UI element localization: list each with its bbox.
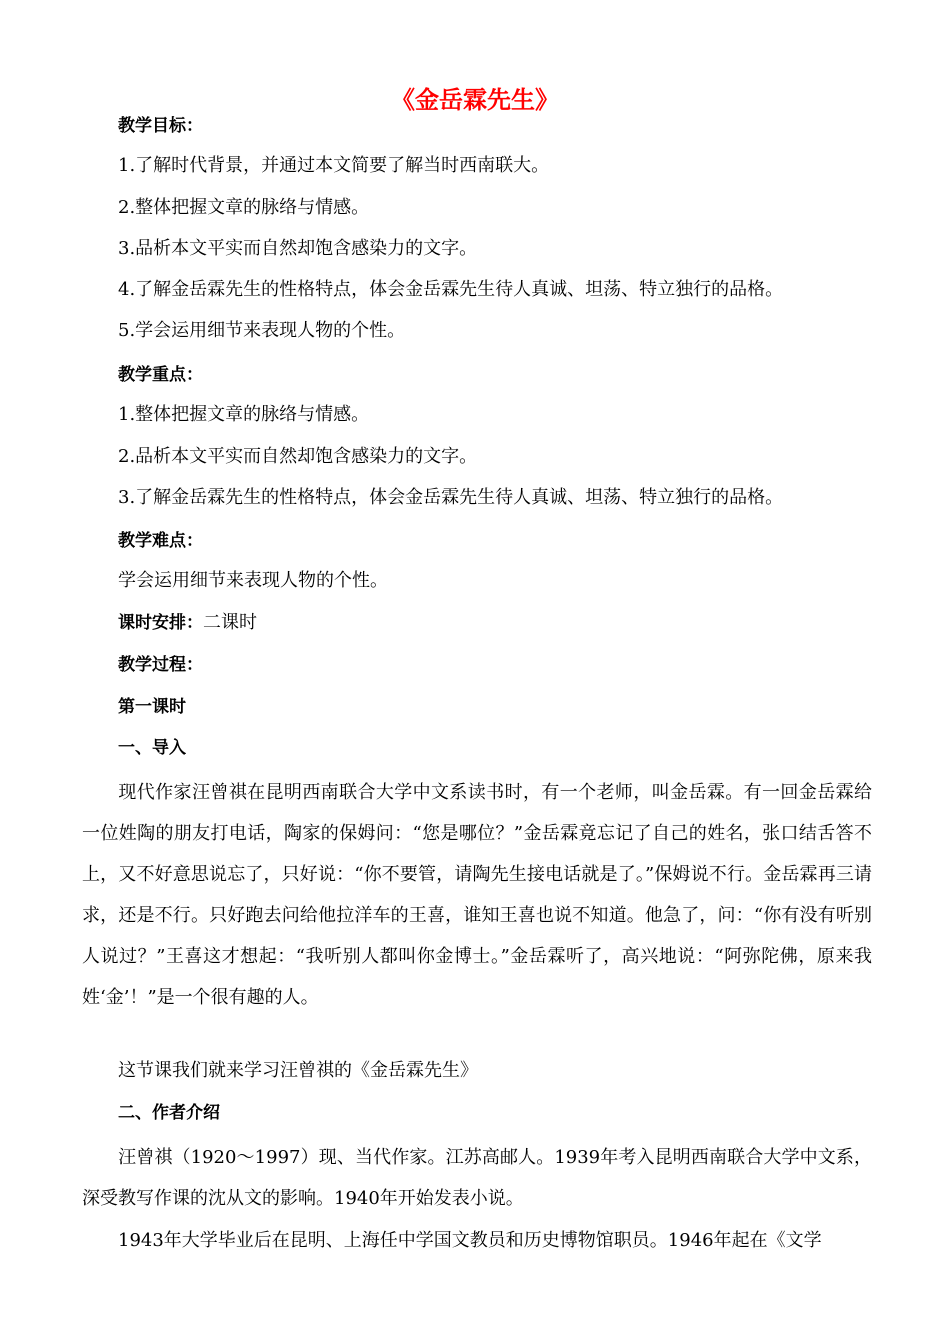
objective-item-4: 4.了解金岳霖先生的性格特点，体会金岳霖先生待人真诚、坦荡、特立独行的品格。: [118, 279, 784, 300]
process-heading: 教学过程：: [118, 655, 203, 675]
author-paragraph-2-text: 1943年大学毕业后在昆明、上海任中学国文教员和历史博物馆职员。1946年起在《文学: [118, 1230, 822, 1251]
difficulties-heading: 教学难点：: [118, 531, 203, 551]
key-point-item-3: 3.了解金岳霖先生的性格特点，体会金岳霖先生待人真诚、坦荡、特立独行的品格。: [118, 487, 784, 508]
schedule-line: [118, 610, 257, 636]
author-paragraph-2: [82, 1220, 872, 1261]
transition-text: 这节课我们就来学习汪曾祺的《金岳霖先生》: [118, 1060, 478, 1081]
section-intro-heading: 一、导入: [118, 738, 186, 758]
objective-item-1: 1.了解时代背景，并通过本文简要了解当时西南联大。: [118, 155, 550, 176]
document-title: 《金岳霖先生》: [391, 86, 559, 114]
key-point-item-2: 2.品析本文平实而自然却饱含感染力的文字。: [118, 446, 478, 467]
lesson-heading: 第一课时: [118, 697, 186, 717]
difficulties-text: 学会运用细节来表现人物的个性。: [118, 570, 388, 591]
key-point-item-1: 1.整体把握文章的脉络与情感。: [118, 404, 370, 425]
objectives-heading: 教学目标：: [118, 116, 203, 136]
objective-item-5: 5.学会运用细节来表现人物的个性。: [118, 320, 406, 341]
author-paragraph-1-text: 汪曾祺（1920～1997）现、当代作家。江苏高邮人。1939年考入昆明西南联合大学中文系，深受教写作课的沈从文的影响。1940年开始发表小说。: [82, 1147, 872, 1209]
intro-paragraph-text: 现代作家汪曾祺在昆明西南联合大学中文系读书时，有一个老师，叫金岳霖。有一回金岳霖给一位姓陶的朋友打电话，陶家的保姆问：“您是哪位？”金岳霖竟忘记了自己的姓名，张口结舌答不上，又不好意思说忘了，只好说：“你不要管，请陶先生接电话就是了。”保姆说不行。金岳霖再三请求，还是不行。只好跑去问给他拉洋车的王喜，谁知王喜也说不知道。他急了，问：“你有没有听别人说过？”王喜这才想起：“我听别人都叫你金博士。”金岳霖听了，高兴地说：“阿弥陀佛，原来我姓‘金’！”是一个很有趣的人。: [82, 782, 872, 1008]
intro-paragraph: [82, 772, 872, 1018]
schedule-value: 二课时: [203, 612, 257, 633]
objective-item-2: 2.整体把握文章的脉络与情感。: [118, 197, 370, 218]
author-paragraph-1: [82, 1137, 872, 1219]
objective-item-3: 3.品析本文平实而自然却饱含感染力的文字。: [118, 238, 478, 259]
section-author-heading: 二、作者介绍: [118, 1103, 220, 1123]
key-points-heading: 教学重点：: [118, 365, 203, 385]
schedule-label: 课时安排：: [118, 613, 203, 633]
